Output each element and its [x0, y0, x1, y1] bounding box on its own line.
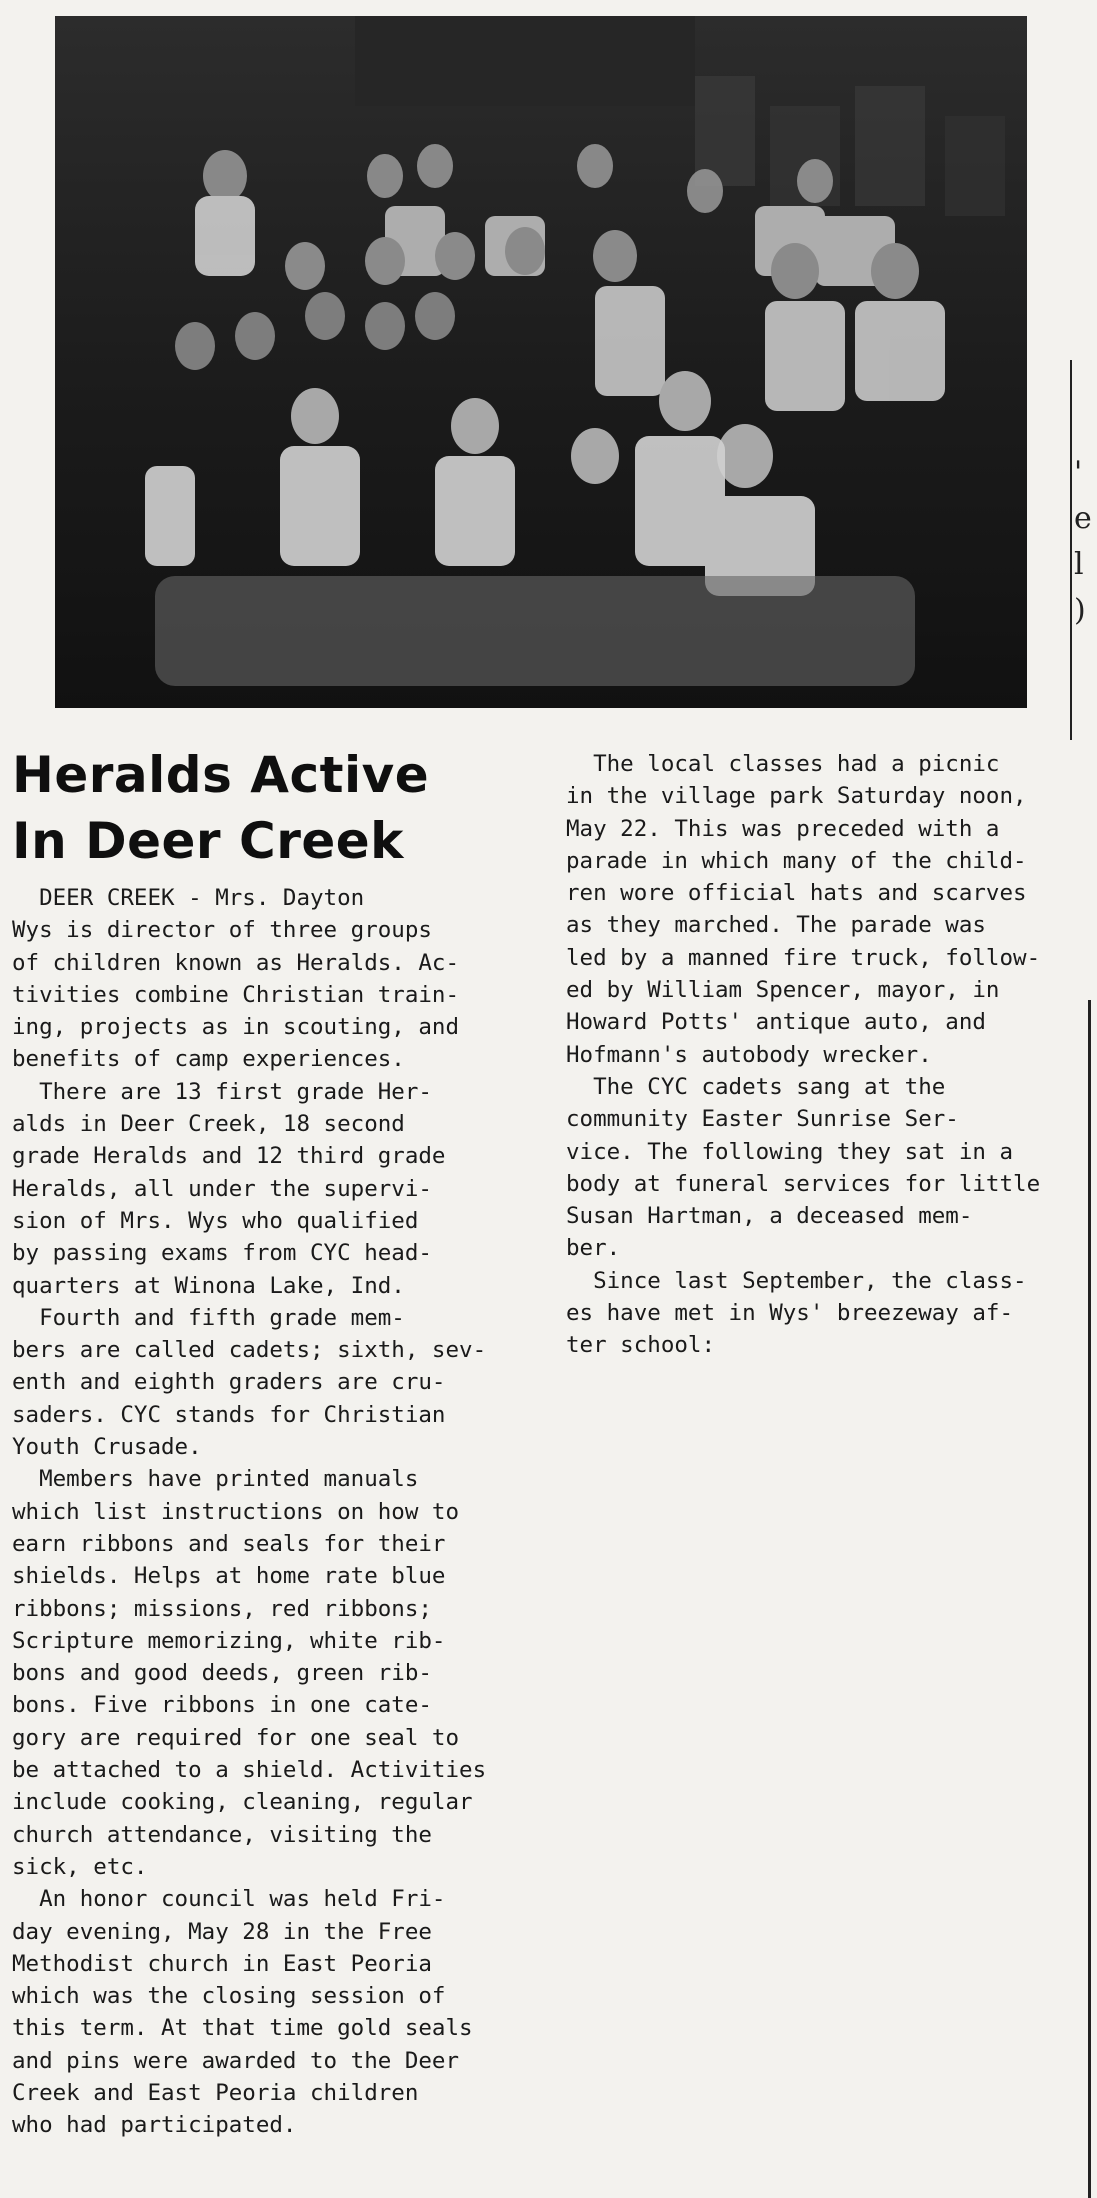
- article-column-left: [12, 882, 542, 2142]
- article-text-line: Hofmann's autobody wrecker.: [566, 1041, 932, 1068]
- article-text-line: in the village park Saturday noon,: [566, 783, 1027, 810]
- article-text-line: be attached to a shield. Activities: [12, 1757, 487, 1784]
- article-text-line: of children known as Heralds. Ac-: [12, 949, 460, 976]
- article-text-line: gory are required for one seal to: [12, 1724, 460, 1751]
- article-text-line: day evening, May 28 in the Free: [12, 1918, 432, 1945]
- article-text-line: Susan Hartman, a deceased mem-: [566, 1203, 973, 1230]
- article-text-line: Fourth and fifth grade mem-: [12, 1304, 405, 1331]
- edge-letter: ': [1074, 455, 1083, 490]
- article-text-line: Heralds, all under the supervi-: [12, 1175, 432, 1202]
- article-text-line: bers are called cadets; sixth, sev-: [12, 1337, 487, 1364]
- article-text-line: An honor council was held Fri-: [12, 1886, 446, 1913]
- article-text-line: es have met in Wys' breezeway af-: [566, 1300, 1014, 1327]
- article-text-line: by passing exams from CYC head-: [12, 1240, 432, 1267]
- article-text-line: Methodist church in East Peoria: [12, 1950, 432, 1977]
- article-text-line: parade in which many of the child-: [566, 847, 1027, 874]
- article-text-line: grade Heralds and 12 third grade: [12, 1143, 446, 1170]
- edge-letter: ): [1074, 593, 1086, 628]
- article-text-line: quarters at Winona Lake, Ind.: [12, 1272, 405, 1299]
- article-text-line: which list instructions on how to: [12, 1498, 460, 1525]
- article-text-line: Members have printed manuals: [12, 1466, 419, 1493]
- article-text-line: ter school:: [566, 1332, 716, 1359]
- headline-line: Heralds Active: [12, 746, 430, 804]
- article-text-line: led by a manned fire truck, follow-: [566, 944, 1041, 971]
- article-text-line: Since last September, the class-: [566, 1267, 1027, 1294]
- article-text-line: ren wore official hats and scarves: [566, 880, 1027, 907]
- article-text-line: benefits of camp experiences.: [12, 1046, 405, 1073]
- adjacent-column-fragment: [1074, 450, 1094, 634]
- article-text-line: ribbons; missions, red ribbons;: [12, 1595, 432, 1622]
- article-text-line: Scripture memorizing, white rib-: [12, 1627, 446, 1654]
- article-text-line: sion of Mrs. Wys who qualified: [12, 1207, 419, 1234]
- article-text-line: Youth Crusade.: [12, 1434, 202, 1461]
- article-text-line: and pins were awarded to the Deer: [12, 2047, 460, 2074]
- article-text-line: which was the closing session of: [12, 1983, 446, 2010]
- article-text-line: enth and eighth graders are cru-: [12, 1369, 446, 1396]
- article-text-line: sick, etc.: [12, 1853, 148, 1880]
- edge-letter: l: [1074, 547, 1084, 582]
- article-text-line: ed by William Spencer, mayor, in: [566, 977, 1000, 1004]
- article-text-line: May 22. This was preceded with a: [566, 815, 1000, 842]
- article-text-line: ber.: [566, 1235, 621, 1262]
- article-text-line: church attendance, visiting the: [12, 1821, 432, 1848]
- article-text-line: bons. Five ribbons in one cate-: [12, 1692, 432, 1719]
- article-text-line: this term. At that time gold seals: [12, 2015, 473, 2042]
- article-text-line: DEER CREEK - Mrs. Dayton: [12, 885, 365, 911]
- article-column-right: [566, 748, 1091, 1362]
- article-text-line: who had participated.: [12, 2112, 297, 2139]
- group-photo-art: [55, 16, 1027, 708]
- article-text-line: as they marched. The parade was: [566, 912, 986, 939]
- article-text-line: shields. Helps at home rate blue: [12, 1563, 446, 1590]
- article-text-line: include cooking, cleaning, regular: [12, 1789, 473, 1816]
- article-text-line: Creek and East Peoria children: [12, 2079, 419, 2106]
- headline-line: In Deer Creek: [12, 812, 404, 870]
- article-text-line: The CYC cadets sang at the: [566, 1073, 946, 1100]
- article-text-line: There are 13 first grade Her-: [12, 1078, 432, 1105]
- edge-letter: e: [1074, 501, 1092, 536]
- article-text-line: body at funeral services for little: [566, 1170, 1041, 1197]
- article-text-line: The local classes had a picnic: [566, 751, 1000, 777]
- group-photo: [55, 16, 1027, 708]
- article-text-line: community Easter Sunrise Ser-: [566, 1106, 959, 1133]
- article-text-line: Howard Potts' antique auto, and: [566, 1009, 986, 1036]
- article-text-line: earn ribbons and seals for their: [12, 1530, 446, 1557]
- article-text-line: Wys is director of three groups: [12, 917, 432, 944]
- article-text-line: saders. CYC stands for Christian: [12, 1401, 446, 1428]
- article-text-line: bons and good deeds, green rib-: [12, 1660, 432, 1687]
- article-headline: [12, 742, 532, 874]
- article-text-line: vice. The following they sat in a: [566, 1138, 1014, 1165]
- article-text-line: alds in Deer Creek, 18 second: [12, 1111, 405, 1138]
- article-text-line: tivities combine Christian train-: [12, 981, 460, 1008]
- article-text-line: ing, projects as in scouting, and: [12, 1014, 460, 1041]
